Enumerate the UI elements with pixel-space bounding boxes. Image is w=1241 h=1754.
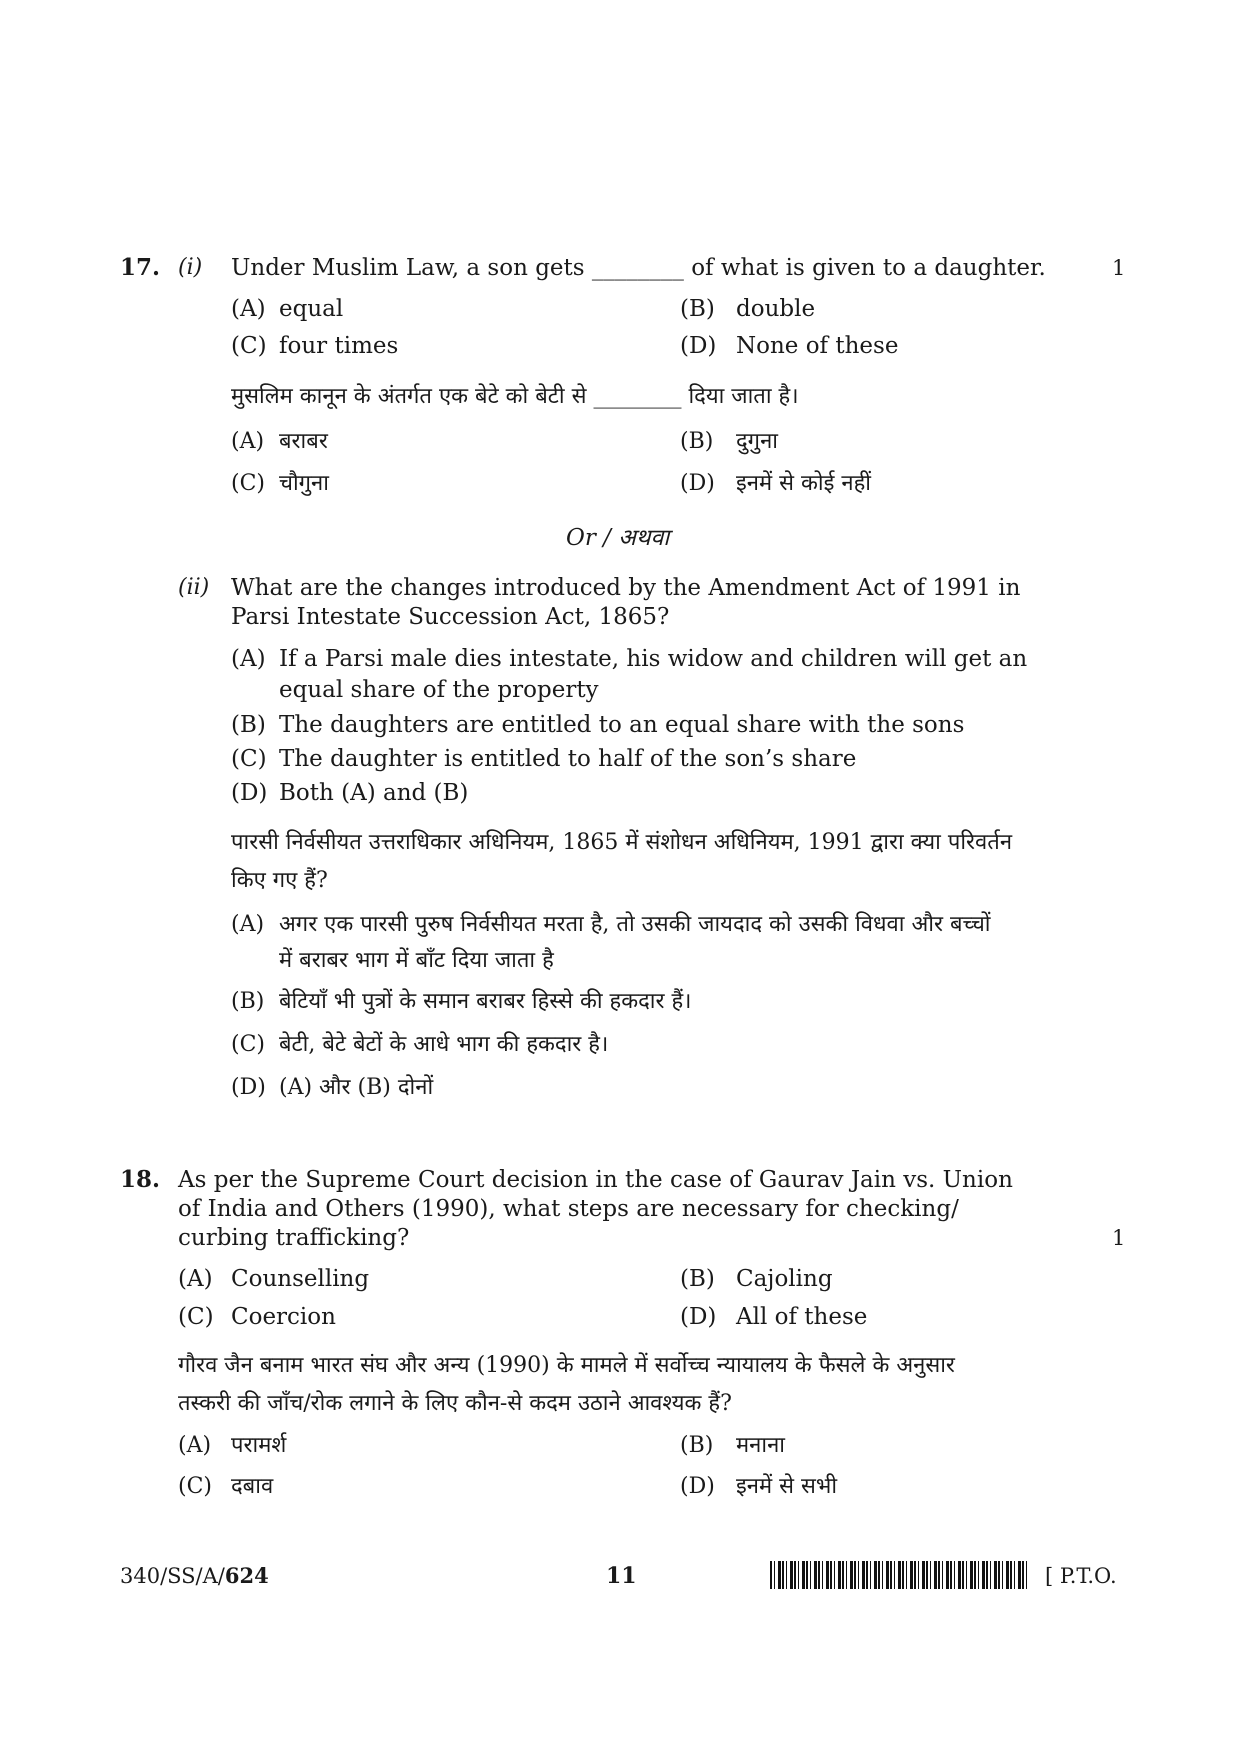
ii-option-d-hindi: (D) (A) और (B) दोनों xyxy=(231,1075,434,1100)
barcode-icon xyxy=(770,1561,1030,1589)
option-a-hindi: (A) बराबर xyxy=(231,429,328,454)
subquestion-label-i: (i) xyxy=(178,255,203,280)
question-17-ii-hindi-2: किए गए हैं? xyxy=(231,868,328,893)
q18-option-a: (A) Counselling xyxy=(178,1266,370,1292)
question-18-text-3: curbing trafficking? xyxy=(178,1225,410,1251)
question-18-hindi-1: गौरव जैन बनाम भारत संघ और अन्य (1990) के मामले में सर्वोच्च न्यायालय के फैसले के अनुसार xyxy=(178,1353,955,1378)
option-a: (A) equal xyxy=(231,296,344,322)
marks-18: 1 xyxy=(1112,1226,1126,1250)
option-d-hindi: (D) इनमें से कोई नहीं xyxy=(680,471,872,496)
option-c: (C) four times xyxy=(231,333,399,359)
marks-17: 1 xyxy=(1112,256,1126,280)
ii-option-a-cont: equal share of the property xyxy=(279,677,599,703)
ii-option-c: (C) The daughter is entitled to half of the son’s share xyxy=(231,746,857,772)
ii-option-a-hindi-cont: में बराबर भाग में बाँट दिया जाता है xyxy=(279,948,554,973)
q18-option-b-hindi: (B) मनाना xyxy=(680,1433,785,1458)
question-17-ii-text-1: What are the changes introduced by the Amendment Act of 1991 in xyxy=(231,575,1021,601)
ii-option-a-hindi: (A) अगर एक पारसी पुरुष निर्वसीयत मरता है, तो उसकी जायदाद को उसकी विधवा और बच्चों xyxy=(231,912,991,937)
question-18-text-1: As per the Supreme Court decision in the case of Gaurav Jain vs. Union xyxy=(178,1167,1013,1193)
q18-option-c: (C) Coercion xyxy=(178,1304,336,1330)
ii-option-d: (D) Both (A) and (B) xyxy=(231,780,469,806)
question-18-hindi-2: तस्करी की जाँच/रोक लगाने के लिए कौन-से कदम उठाने आवश्यक हैं? xyxy=(178,1391,732,1416)
q18-option-c-hindi: (C) दबाव xyxy=(178,1474,274,1499)
question-number-18: 18. xyxy=(120,1166,161,1193)
q18-option-a-hindi: (A) परामर्श xyxy=(178,1433,287,1458)
q18-option-d-hindi: (D) इनमें से सभी xyxy=(680,1474,838,1499)
pto-label: [ P.T.O. xyxy=(1045,1564,1117,1588)
question-18-text-2: of India and Others (1990), what steps are necessary for checking/ xyxy=(178,1196,959,1222)
option-b-hindi: (B) दुगुना xyxy=(680,429,778,454)
paper-code: 340/SS/A/624 xyxy=(120,1563,269,1588)
ii-option-b-hindi: (B) बेटियाँ भी पुत्रों के समान बराबर हिस्से की हकदार हैं। xyxy=(231,989,692,1014)
ii-option-c-hindi: (C) बेटी, बेटे बेटों के आधे भाग की हकदार है। xyxy=(231,1032,609,1057)
or-separator: Or / अथवा xyxy=(566,525,670,551)
question-17-ii-hindi-1: पारसी निर्वसीयत उत्तराधिकार अधिनियम, 1865 में संशोधन अधिनियम, 1991 द्वारा क्या परिवर्तन xyxy=(231,830,1013,855)
ii-option-b: (B) The daughters are entitled to an equal share with the sons xyxy=(231,712,965,738)
question-17-i-hindi: मुसलिम कानून के अंतर्गत एक बेटे को बेटी से ________ दिया जाता है। xyxy=(231,384,799,409)
question-17-ii-text-2: Parsi Intestate Succession Act, 1865? xyxy=(231,604,670,630)
subquestion-label-ii: (ii) xyxy=(178,575,210,600)
ii-option-a: (A) If a Parsi male dies intestate, his widow and children will get an xyxy=(231,646,1028,672)
page-number: 11 xyxy=(606,1563,637,1589)
question-17-i-text: Under Muslim Law, a son gets ________ of what is given to a daughter. xyxy=(231,255,1046,281)
question-number-17: 17. xyxy=(120,254,161,281)
option-b: (B) double xyxy=(680,296,816,322)
q18-option-d: (D) All of these xyxy=(680,1304,868,1330)
q18-option-b: (B) Cajoling xyxy=(680,1266,833,1292)
option-c-hindi: (C) चौगुना xyxy=(231,471,329,496)
option-d: (D) None of these xyxy=(680,333,899,359)
